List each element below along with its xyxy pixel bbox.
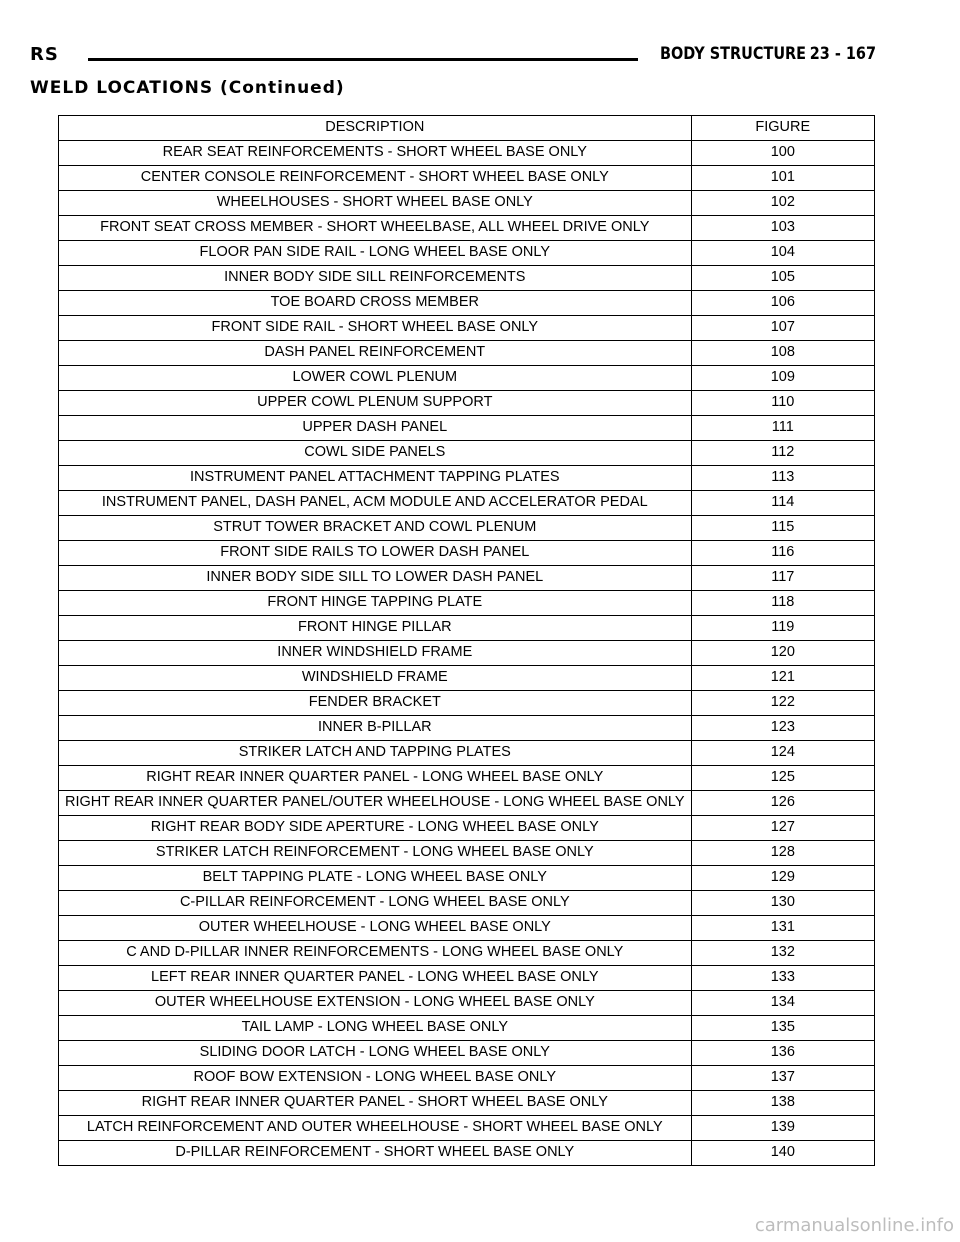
table-row	[59, 516, 875, 541]
table-row	[59, 266, 875, 291]
table-row	[59, 541, 875, 566]
table-row	[59, 941, 875, 966]
table-row	[59, 891, 875, 916]
row-figure-number: 138	[691, 1091, 874, 1116]
row-description: RIGHT REAR BODY SIDE APERTURE - LONG WHEEL BASE ONLY	[59, 816, 692, 841]
row-figure-number: 124	[691, 741, 874, 766]
row-figure-number: 136	[691, 1041, 874, 1066]
row-figure-number: 115	[691, 516, 874, 541]
table-row	[59, 1066, 875, 1091]
row-figure-number: 103	[691, 216, 874, 241]
row-description: FRONT HINGE TAPPING PLATE	[59, 591, 692, 616]
row-description: LATCH REINFORCEMENT AND OUTER WHEELHOUSE - SHORT WHEEL BASE ONLY	[59, 1116, 692, 1141]
row-figure-number: 131	[691, 916, 874, 941]
row-figure-number: 106	[691, 291, 874, 316]
row-figure-number: 105	[691, 266, 874, 291]
row-figure-number: 140	[691, 1141, 874, 1166]
row-figure-number: 130	[691, 891, 874, 916]
row-description: ROOF BOW EXTENSION - LONG WHEEL BASE ONLY	[59, 1066, 692, 1091]
table-row	[59, 466, 875, 491]
row-description: WINDSHIELD FRAME	[59, 666, 692, 691]
row-description: REAR SEAT REINFORCEMENTS - SHORT WHEEL BASE ONLY	[59, 141, 692, 166]
table-row	[59, 441, 875, 466]
row-description: FRONT SIDE RAILS TO LOWER DASH PANEL	[59, 541, 692, 566]
row-description: OUTER WHEELHOUSE - LONG WHEEL BASE ONLY	[59, 916, 692, 941]
row-description: CENTER CONSOLE REINFORCEMENT - SHORT WHEEL BASE ONLY	[59, 166, 692, 191]
row-description: RIGHT REAR INNER QUARTER PANEL - LONG WHEEL BASE ONLY	[59, 766, 692, 791]
row-description: RIGHT REAR INNER QUARTER PANEL - SHORT WHEEL BASE ONLY	[59, 1091, 692, 1116]
row-figure-number: 107	[691, 316, 874, 341]
table-row	[59, 766, 875, 791]
row-figure-number: 132	[691, 941, 874, 966]
table-row	[59, 216, 875, 241]
table-row	[59, 1141, 875, 1166]
row-figure-number: 108	[691, 341, 874, 366]
row-figure-number: 127	[691, 816, 874, 841]
row-description: C AND D-PILLAR INNER REINFORCEMENTS - LONG WHEEL BASE ONLY	[59, 941, 692, 966]
row-description: OUTER WHEELHOUSE EXTENSION - LONG WHEEL BASE ONLY	[59, 991, 692, 1016]
table-row	[59, 591, 875, 616]
table-row	[59, 1041, 875, 1066]
table-row	[59, 666, 875, 691]
row-description: D-PILLAR REINFORCEMENT - SHORT WHEEL BASE ONLY	[59, 1141, 692, 1166]
table-row	[59, 966, 875, 991]
page-number: 23 - 167	[809, 44, 876, 64]
row-description: STRIKER LATCH REINFORCEMENT - LONG WHEEL BASE ONLY	[59, 841, 692, 866]
table-row	[59, 241, 875, 266]
row-description: INNER B-PILLAR	[59, 716, 692, 741]
row-description: BELT TAPPING PLATE - LONG WHEEL BASE ONLY	[59, 866, 692, 891]
row-description: INSTRUMENT PANEL ATTACHMENT TAPPING PLATES	[59, 466, 692, 491]
table-row	[59, 641, 875, 666]
row-description: RIGHT REAR INNER QUARTER PANEL/OUTER WHEELHOUSE - LONG WHEEL BASE ONLY	[59, 791, 692, 816]
table-row	[59, 1016, 875, 1041]
header-rule	[88, 58, 638, 61]
row-description: INNER BODY SIDE SILL TO LOWER DASH PANEL	[59, 566, 692, 591]
row-description: LOWER COWL PLENUM	[59, 366, 692, 391]
row-figure-number: 111	[691, 416, 874, 441]
row-description: LEFT REAR INNER QUARTER PANEL - LONG WHEEL BASE ONLY	[59, 966, 692, 991]
row-figure-number: 101	[691, 166, 874, 191]
table-row	[59, 791, 875, 816]
row-description: TAIL LAMP - LONG WHEEL BASE ONLY	[59, 1016, 692, 1041]
row-description: STRIKER LATCH AND TAPPING PLATES	[59, 741, 692, 766]
row-description: DASH PANEL REINFORCEMENT	[59, 341, 692, 366]
row-figure-number: 137	[691, 1066, 874, 1091]
row-description: FLOOR PAN SIDE RAIL - LONG WHEEL BASE ONLY	[59, 241, 692, 266]
row-description: STRUT TOWER BRACKET AND COWL PLENUM	[59, 516, 692, 541]
table-row	[59, 1091, 875, 1116]
column-header-figure: FIGURE	[691, 116, 874, 141]
row-figure-number: 133	[691, 966, 874, 991]
row-figure-number: 117	[691, 566, 874, 591]
row-figure-number: 122	[691, 691, 874, 716]
row-figure-number: 104	[691, 241, 874, 266]
row-description: FRONT HINGE PILLAR	[59, 616, 692, 641]
row-description: SLIDING DOOR LATCH - LONG WHEEL BASE ONLY	[59, 1041, 692, 1066]
table-row	[59, 991, 875, 1016]
row-figure-number: 109	[691, 366, 874, 391]
table-row	[59, 291, 875, 316]
row-description: FRONT SEAT CROSS MEMBER - SHORT WHEELBASE, ALL WHEEL DRIVE ONLY	[59, 216, 692, 241]
manual-code: RS	[30, 44, 59, 65]
table-row	[59, 866, 875, 891]
row-figure-number: 102	[691, 191, 874, 216]
row-figure-number: 119	[691, 616, 874, 641]
row-description: INNER WINDSHIELD FRAME	[59, 641, 692, 666]
row-figure-number: 118	[691, 591, 874, 616]
watermark: carmanualsonline.info	[754, 1215, 954, 1236]
row-description: C-PILLAR REINFORCEMENT - LONG WHEEL BASE ONLY	[59, 891, 692, 916]
table-row	[59, 416, 875, 441]
table-row	[59, 916, 875, 941]
row-figure-number: 120	[691, 641, 874, 666]
row-figure-number: 126	[691, 791, 874, 816]
row-description: INSTRUMENT PANEL, DASH PANEL, ACM MODULE AND ACCELERATOR PEDAL	[59, 491, 692, 516]
row-figure-number: 139	[691, 1116, 874, 1141]
row-figure-number: 100	[691, 141, 874, 166]
row-figure-number: 125	[691, 766, 874, 791]
chapter-title: BODY STRUCTURE	[660, 44, 807, 64]
table-row	[59, 391, 875, 416]
row-figure-number: 129	[691, 866, 874, 891]
row-figure-number: 112	[691, 441, 874, 466]
row-figure-number: 134	[691, 991, 874, 1016]
table-row	[59, 491, 875, 516]
table-row	[59, 566, 875, 591]
table-row	[59, 166, 875, 191]
row-description: UPPER COWL PLENUM SUPPORT	[59, 391, 692, 416]
table-row	[59, 191, 875, 216]
table-row	[59, 316, 875, 341]
row-figure-number: 114	[691, 491, 874, 516]
table-row	[59, 741, 875, 766]
row-figure-number: 123	[691, 716, 874, 741]
row-figure-number: 128	[691, 841, 874, 866]
table-row	[59, 691, 875, 716]
row-description: COWL SIDE PANELS	[59, 441, 692, 466]
table-row	[59, 616, 875, 641]
row-figure-number: 121	[691, 666, 874, 691]
table-row	[59, 1116, 875, 1141]
row-description: UPPER DASH PANEL	[59, 416, 692, 441]
section-title: WELD LOCATIONS (Continued)	[30, 78, 345, 98]
table-row	[59, 141, 875, 166]
table-header-row	[59, 116, 875, 141]
row-description: TOE BOARD CROSS MEMBER	[59, 291, 692, 316]
page-header	[30, 44, 876, 74]
column-header-description: DESCRIPTION	[59, 116, 692, 141]
row-description: WHEELHOUSES - SHORT WHEEL BASE ONLY	[59, 191, 692, 216]
row-figure-number: 135	[691, 1016, 874, 1041]
row-description: INNER BODY SIDE SILL REINFORCEMENTS	[59, 266, 692, 291]
row-description: FENDER BRACKET	[59, 691, 692, 716]
row-description: FRONT SIDE RAIL - SHORT WHEEL BASE ONLY	[59, 316, 692, 341]
weld-locations-table	[58, 115, 875, 1166]
table-row	[59, 341, 875, 366]
table-row	[59, 841, 875, 866]
row-figure-number: 110	[691, 391, 874, 416]
row-figure-number: 116	[691, 541, 874, 566]
row-figure-number: 113	[691, 466, 874, 491]
table-row	[59, 366, 875, 391]
table-row	[59, 816, 875, 841]
table-row	[59, 716, 875, 741]
